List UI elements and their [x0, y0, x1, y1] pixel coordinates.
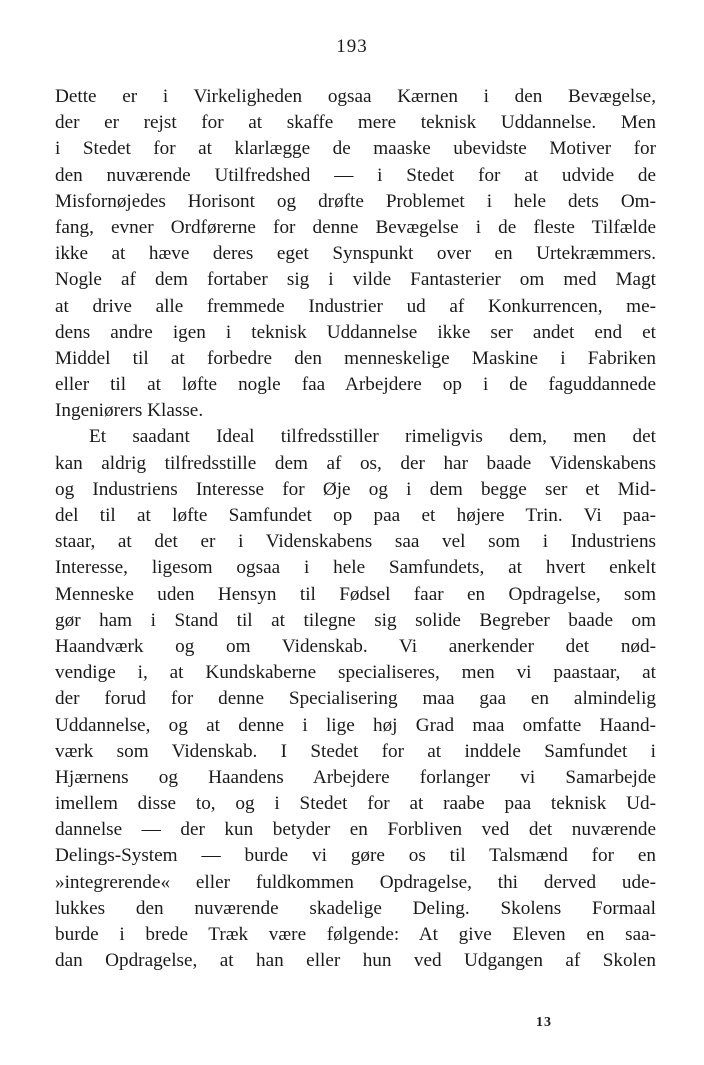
text-line: at drive alle fremmede Industrier ud af Konkurrencen, me- [55, 295, 656, 317]
text-line: der er rejst for at skaffe mere teknisk Uddannelse. Men [55, 112, 656, 134]
text-line: der forud for denne Specialisering maa gaa en almindelig [55, 688, 656, 710]
text-line: vendige i, at Kundskaberne specialiseres, men vi paastaar, at [55, 662, 656, 684]
text-line: burde i brede Træk være følgende: At give Eleven en saa- [55, 924, 656, 945]
text-line: kan aldrig tilfredsstille dem af os, der har baade Videnskabens [55, 452, 656, 474]
text-line: fang, evner Ordførerne for denne Bevægelse i de fleste Tilfælde [55, 216, 656, 238]
text-line: den nuværende Utilfredshed — i Stedet for at udvide de [55, 164, 656, 186]
text-line: værk som Videnskab. I Stedet for at inddele Samfundet i [55, 740, 656, 762]
text-line: og Industriens Interesse for Øje og i dem begge ser et Mid- [55, 478, 656, 500]
text-line: dan Opdragelse, at han eller hun ved Udgangen af Skolen [55, 950, 656, 972]
text-line: ikke at hæve deres eget Synspunkt over en Urtekræmmers. [55, 243, 656, 265]
text-line: Haandværk og om Videnskab. Vi anerkender det nød- [55, 635, 656, 657]
text-line: Delings-System — burde vi gøre os til Talsmænd for en [55, 845, 656, 867]
text-line: staar, at det er i Videnskabens saa vel som i Industriens [55, 531, 656, 553]
text-line: Ingeniørers Klasse. [55, 400, 204, 422]
text-line: Uddannelse, og at denne i lige høj Grad maa omfatte Haand- [55, 714, 656, 736]
text-line: Misfornøjedes Horisont og drøfte Problemet i hele dets Om- [55, 190, 656, 212]
paragraph-1 [55, 84, 656, 424]
text-line: Et saadant Ideal tilfredsstiller rimeligvis dem, men det [89, 426, 656, 448]
text-line: Nogle af dem fortaber sig i vilde Fantasterier om med Magt [55, 269, 656, 291]
text-line: dens andre igen i teknisk Uddannelse ikke ser andet end et [55, 321, 656, 343]
text-line: »integrerende« eller fuldkommen Opdragelse, thi derved ude- [55, 871, 656, 893]
page-number: 193 [336, 36, 368, 57]
text-line: Menneske uden Hensyn til Fødsel faar en Opdragelse, som [55, 583, 656, 605]
text-line: Interesse, ligesom ogsaa i hele Samfundets, at hvert enkelt [55, 557, 656, 579]
signature-mark: 13 [536, 1015, 552, 1030]
text-line: Dette er i Virkeligheden ogsaa Kærnen i den Bevægelse, [55, 86, 656, 107]
text-line: gør ham i Stand til at tilegne sig solide Begreber baade om [55, 609, 656, 631]
text-line: lukkes den nuværende skadelige Deling. Skolens Formaal [55, 897, 656, 919]
text-line: del til at løfte Samfundet op paa et højere Trin. Vi paa- [55, 505, 656, 526]
body-text [55, 84, 656, 974]
paragraph-2 [55, 424, 656, 974]
text-line: imellem disse to, og i Stedet for at raabe paa teknisk Ud- [55, 793, 656, 815]
text-line: i Stedet for at klarlægge de maaske ubevidste Motiver for [55, 138, 656, 160]
text-line: Middel til at forbedre den menneskelige Maskine i Fabriken [55, 347, 656, 369]
text-line: dannelse — der kun betyder en Forbliven ved det nuværende [55, 819, 656, 841]
text-line: eller til at løfte nogle faa Arbejdere op i de faguddannede [55, 374, 656, 396]
text-line: Hjærnens og Haandens Arbejdere forlanger vi Samarbejde [55, 766, 656, 788]
